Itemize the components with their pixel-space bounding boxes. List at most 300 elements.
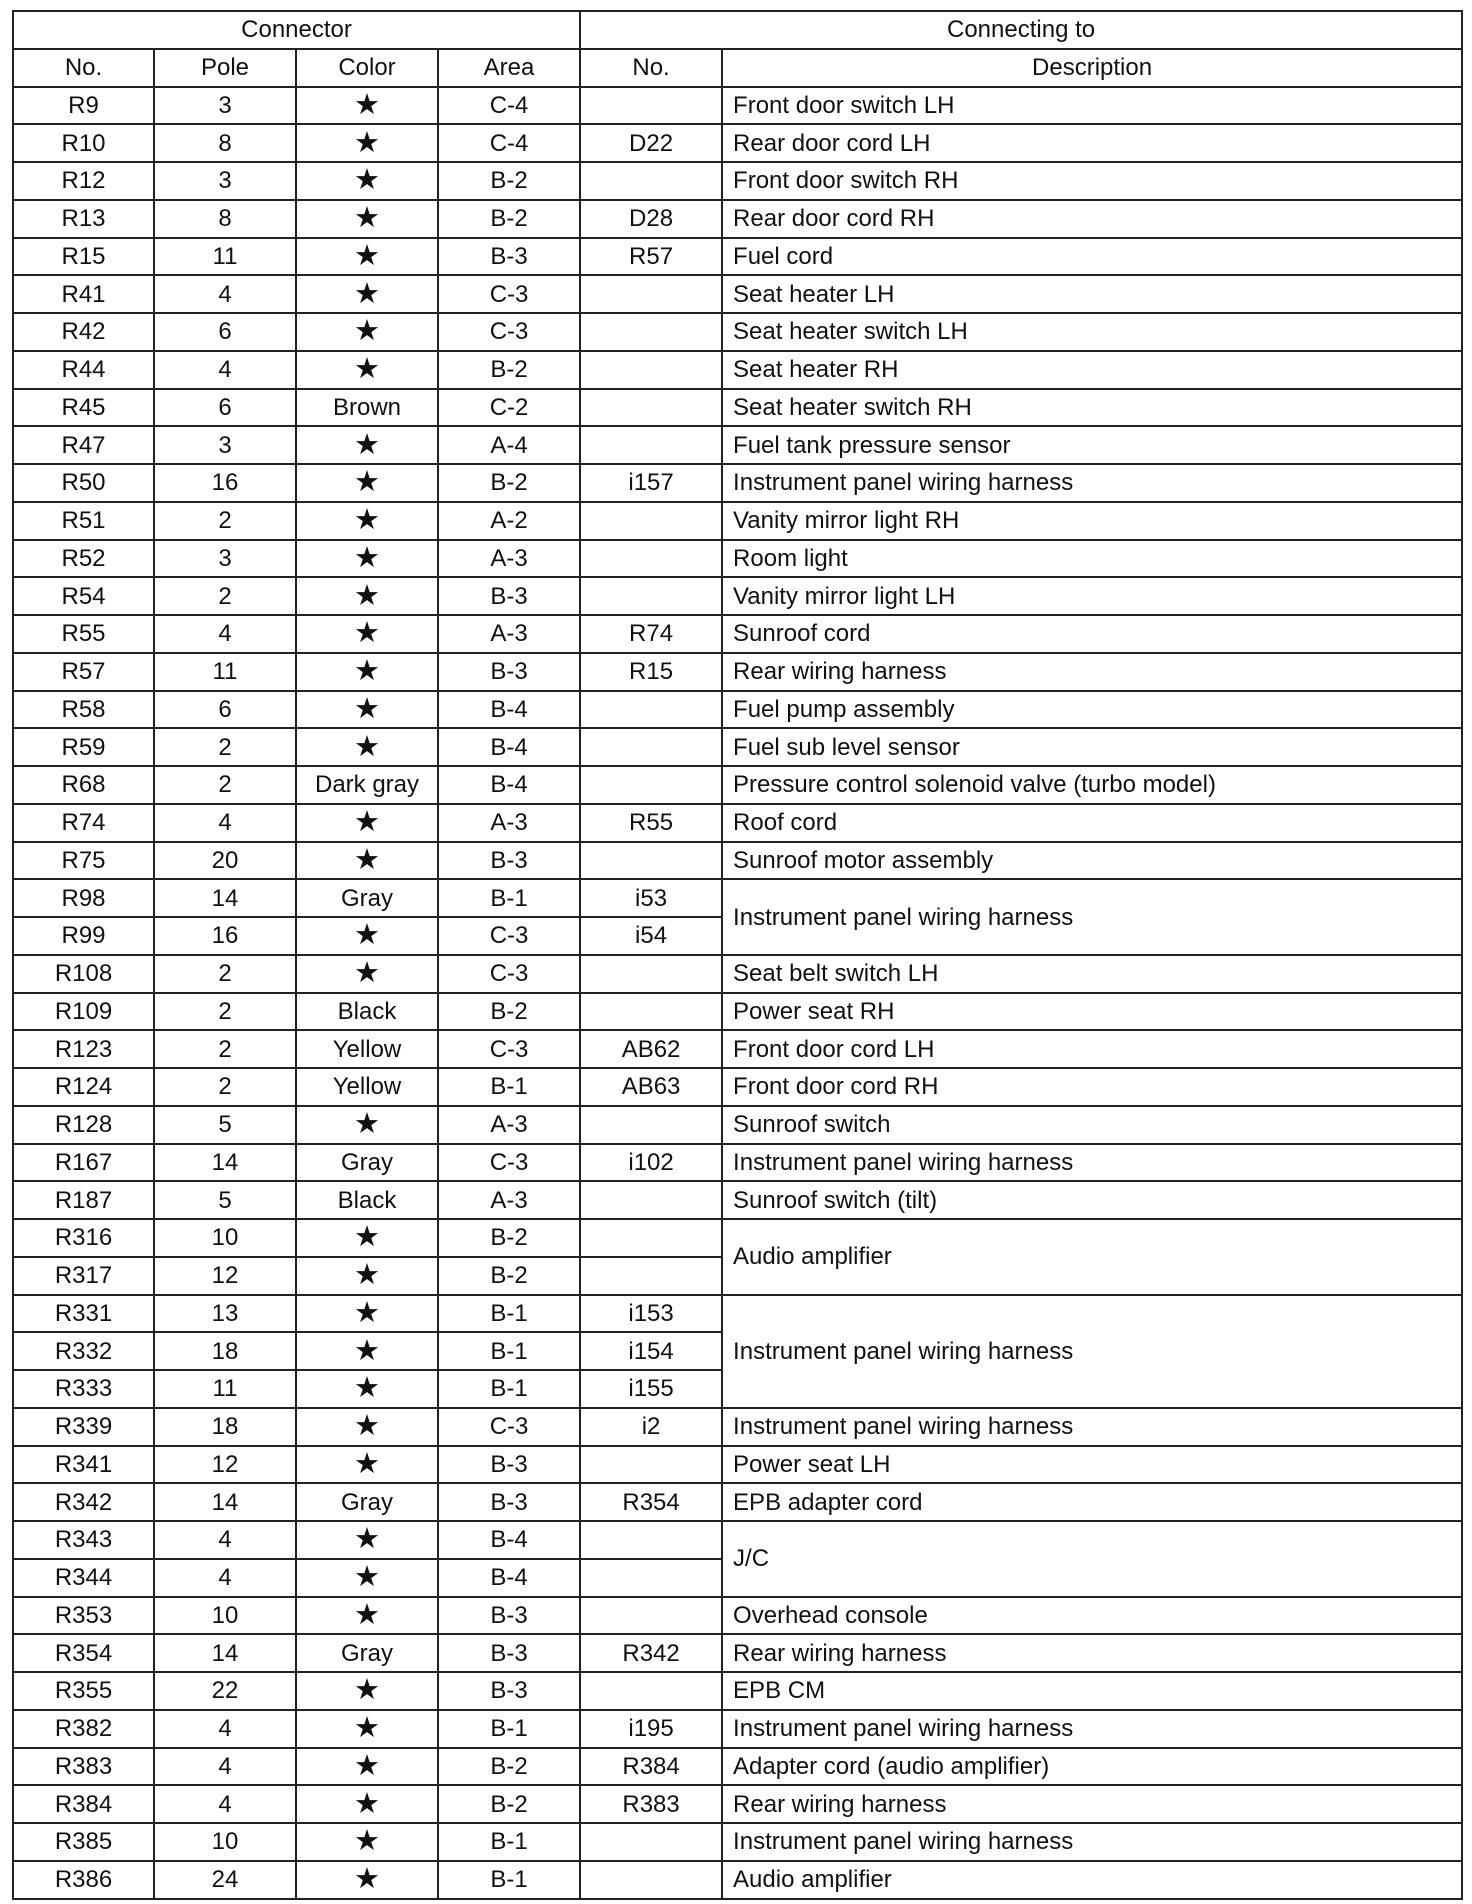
color-cell: ★: [296, 313, 438, 351]
pole-cell: 16: [154, 917, 296, 955]
color-cell: ★: [296, 1861, 438, 1899]
connecting-no-cell: R384: [580, 1748, 722, 1786]
color-cell: ★: [296, 275, 438, 313]
pole-cell: 24: [154, 1861, 296, 1899]
color-cell: ★: [296, 1295, 438, 1333]
area-cell: C-3: [438, 1030, 580, 1068]
description-cell: Instrument panel wiring harness: [722, 1295, 1462, 1408]
table-row: [13, 766, 1462, 804]
area-cell: A-3: [438, 1106, 580, 1144]
table-row: [13, 464, 1462, 502]
table-row: [13, 804, 1462, 842]
description-cell: Instrument panel wiring harness: [722, 1144, 1462, 1182]
area-cell: B-1: [438, 1295, 580, 1333]
color-cell: ★: [296, 955, 438, 993]
color-cell: ★: [296, 502, 438, 540]
color-cell: ★: [296, 1672, 438, 1710]
pole-cell: 10: [154, 1219, 296, 1257]
table-body: [13, 87, 1462, 1899]
color-cell: Yellow: [296, 1068, 438, 1106]
description-cell: Rear door cord RH: [722, 200, 1462, 238]
table-row: [13, 1446, 1462, 1484]
description-cell: Seat heater switch RH: [722, 389, 1462, 427]
table-row: [13, 275, 1462, 313]
color-cell: ★: [296, 691, 438, 729]
color-cell: ★: [296, 1257, 438, 1295]
description-cell: Room light: [722, 540, 1462, 578]
area-cell: B-1: [438, 1861, 580, 1899]
connector-no-cell: R109: [13, 993, 154, 1031]
description-cell: Fuel tank pressure sensor: [722, 426, 1462, 464]
table-row: [13, 879, 1462, 917]
connecting-no-cell: [580, 87, 722, 125]
color-cell: ★: [296, 1332, 438, 1370]
color-cell: ★: [296, 1370, 438, 1408]
description-cell: Instrument panel wiring harness: [722, 464, 1462, 502]
color-cell: Gray: [296, 1634, 438, 1672]
color-cell: Gray: [296, 879, 438, 917]
area-cell: B-2: [438, 351, 580, 389]
connecting-no-cell: R55: [580, 804, 722, 842]
area-cell: C-3: [438, 1144, 580, 1182]
connecting-no-cell: [580, 351, 722, 389]
pole-cell: 4: [154, 351, 296, 389]
pole-cell: 20: [154, 842, 296, 880]
connecting-to-group-header: Connecting to: [580, 11, 1462, 49]
connector-no-cell: R51: [13, 502, 154, 540]
table-row: [13, 1144, 1462, 1182]
col-header-area: Area: [438, 49, 580, 87]
area-cell: B-2: [438, 1785, 580, 1823]
pole-cell: 4: [154, 804, 296, 842]
area-cell: B-3: [438, 842, 580, 880]
connecting-no-cell: [580, 502, 722, 540]
pole-cell: 11: [154, 238, 296, 276]
header-column-row: [13, 49, 1462, 87]
connecting-no-cell: [580, 691, 722, 729]
area-cell: A-3: [438, 540, 580, 578]
color-cell: ★: [296, 804, 438, 842]
connecting-no-cell: [580, 275, 722, 313]
connector-no-cell: R123: [13, 1030, 154, 1068]
description-cell: Sunroof motor assembly: [722, 842, 1462, 880]
connector-no-cell: R68: [13, 766, 154, 804]
area-cell: B-1: [438, 879, 580, 917]
connector-no-cell: R47: [13, 426, 154, 464]
area-cell: A-4: [438, 426, 580, 464]
area-cell: B-4: [438, 766, 580, 804]
color-cell: ★: [296, 238, 438, 276]
color-cell: ★: [296, 1408, 438, 1446]
table-header: [13, 11, 1462, 87]
connecting-no-cell: [580, 993, 722, 1031]
connector-no-cell: R332: [13, 1332, 154, 1370]
description-cell: Sunroof switch: [722, 1106, 1462, 1144]
connector-no-cell: R386: [13, 1861, 154, 1899]
connecting-no-cell: [580, 1181, 722, 1219]
header-group-row: [13, 11, 1462, 49]
connector-no-cell: R187: [13, 1181, 154, 1219]
connecting-no-cell: R15: [580, 653, 722, 691]
area-cell: B-3: [438, 1672, 580, 1710]
pole-cell: 4: [154, 275, 296, 313]
table-row: [13, 728, 1462, 766]
connecting-no-cell: [580, 389, 722, 427]
connecting-no-cell: [580, 1257, 722, 1295]
connector-group-header: Connector: [13, 11, 580, 49]
area-cell: C-4: [438, 87, 580, 125]
table-row: [13, 389, 1462, 427]
pole-cell: 14: [154, 1634, 296, 1672]
connector-no-cell: R354: [13, 1634, 154, 1672]
connector-no-cell: R58: [13, 691, 154, 729]
connecting-no-cell: R342: [580, 1634, 722, 1672]
connector-no-cell: R98: [13, 879, 154, 917]
table-row: [13, 1295, 1462, 1333]
connecting-no-cell: R383: [580, 1785, 722, 1823]
area-cell: C-3: [438, 955, 580, 993]
description-cell: Roof cord: [722, 804, 1462, 842]
color-cell: ★: [296, 1785, 438, 1823]
connecting-no-cell: D28: [580, 200, 722, 238]
table-row: [13, 502, 1462, 540]
table-row: [13, 1748, 1462, 1786]
color-cell: ★: [296, 917, 438, 955]
description-cell: Rear wiring harness: [722, 653, 1462, 691]
color-cell: ★: [296, 577, 438, 615]
description-cell: Sunroof switch (tilt): [722, 1181, 1462, 1219]
description-cell: Pressure control solenoid valve (turbo model): [722, 766, 1462, 804]
area-cell: C-3: [438, 1408, 580, 1446]
pole-cell: 2: [154, 955, 296, 993]
connector-no-cell: R74: [13, 804, 154, 842]
connecting-no-cell: i102: [580, 1144, 722, 1182]
connector-no-cell: R167: [13, 1144, 154, 1182]
connector-no-cell: R384: [13, 1785, 154, 1823]
connector-no-cell: R344: [13, 1559, 154, 1597]
area-cell: C-3: [438, 275, 580, 313]
table-row: [13, 426, 1462, 464]
area-cell: B-2: [438, 1748, 580, 1786]
area-cell: C-4: [438, 124, 580, 162]
pole-cell: 3: [154, 162, 296, 200]
pole-cell: 3: [154, 87, 296, 125]
area-cell: B-3: [438, 1597, 580, 1635]
connector-no-cell: R42: [13, 313, 154, 351]
table-row: [13, 238, 1462, 276]
connector-no-cell: R342: [13, 1483, 154, 1521]
table-row: [13, 1785, 1462, 1823]
pole-cell: 22: [154, 1672, 296, 1710]
description-cell: Overhead console: [722, 1597, 1462, 1635]
table-row: [13, 1597, 1462, 1635]
connecting-no-cell: [580, 1106, 722, 1144]
connector-no-cell: R339: [13, 1408, 154, 1446]
color-cell: ★: [296, 1521, 438, 1559]
table-row: [13, 313, 1462, 351]
area-cell: B-2: [438, 1257, 580, 1295]
connector-no-cell: R316: [13, 1219, 154, 1257]
description-cell: Rear wiring harness: [722, 1785, 1462, 1823]
connector-no-cell: R99: [13, 917, 154, 955]
table-row: [13, 200, 1462, 238]
color-cell: Gray: [296, 1483, 438, 1521]
table-row: [13, 842, 1462, 880]
connecting-no-cell: [580, 955, 722, 993]
pole-cell: 3: [154, 540, 296, 578]
description-cell: Sunroof cord: [722, 615, 1462, 653]
area-cell: A-3: [438, 804, 580, 842]
pole-cell: 4: [154, 1785, 296, 1823]
connector-no-cell: R15: [13, 238, 154, 276]
connecting-no-cell: i2: [580, 1408, 722, 1446]
description-cell: Instrument panel wiring harness: [722, 879, 1462, 955]
connecting-no-cell: i54: [580, 917, 722, 955]
description-cell: Adapter cord (audio amplifier): [722, 1748, 1462, 1786]
area-cell: B-2: [438, 162, 580, 200]
table-row: [13, 1521, 1462, 1559]
description-cell: Instrument panel wiring harness: [722, 1408, 1462, 1446]
connecting-no-cell: i157: [580, 464, 722, 502]
connecting-no-cell: [580, 1861, 722, 1899]
area-cell: B-2: [438, 200, 580, 238]
color-cell: ★: [296, 1446, 438, 1484]
col-header-no: No.: [13, 49, 154, 87]
area-cell: B-3: [438, 653, 580, 691]
connecting-no-cell: [580, 1823, 722, 1861]
connector-table: [12, 10, 1463, 1900]
description-cell: Seat heater switch LH: [722, 313, 1462, 351]
color-cell: ★: [296, 540, 438, 578]
description-cell: Audio amplifier: [722, 1861, 1462, 1899]
connector-no-cell: R9: [13, 87, 154, 125]
color-cell: ★: [296, 87, 438, 125]
color-cell: ★: [296, 615, 438, 653]
color-cell: ★: [296, 1219, 438, 1257]
connecting-no-cell: [580, 1446, 722, 1484]
col-header-connecting-no: No.: [580, 49, 722, 87]
area-cell: B-3: [438, 577, 580, 615]
pole-cell: 4: [154, 615, 296, 653]
connecting-no-cell: [580, 540, 722, 578]
description-cell: Rear wiring harness: [722, 1634, 1462, 1672]
connecting-no-cell: R74: [580, 615, 722, 653]
pole-cell: 14: [154, 879, 296, 917]
color-cell: Gray: [296, 1144, 438, 1182]
table-row: [13, 653, 1462, 691]
table-row: [13, 1672, 1462, 1710]
connector-no-cell: R353: [13, 1597, 154, 1635]
area-cell: B-1: [438, 1370, 580, 1408]
area-cell: B-1: [438, 1068, 580, 1106]
connecting-no-cell: D22: [580, 124, 722, 162]
pole-cell: 10: [154, 1823, 296, 1861]
description-cell: Instrument panel wiring harness: [722, 1823, 1462, 1861]
pole-cell: 11: [154, 1370, 296, 1408]
area-cell: B-1: [438, 1823, 580, 1861]
connecting-no-cell: [580, 766, 722, 804]
pole-cell: 11: [154, 653, 296, 691]
table-row: [13, 1861, 1462, 1899]
pole-cell: 6: [154, 313, 296, 351]
connector-no-cell: R128: [13, 1106, 154, 1144]
table-row: [13, 993, 1462, 1031]
area-cell: C-3: [438, 313, 580, 351]
area-cell: B-4: [438, 728, 580, 766]
table-row: [13, 577, 1462, 615]
connecting-no-cell: [580, 313, 722, 351]
connector-no-cell: R44: [13, 351, 154, 389]
table-row: [13, 162, 1462, 200]
table-row: [13, 1030, 1462, 1068]
color-cell: Black: [296, 1181, 438, 1219]
connector-no-cell: R385: [13, 1823, 154, 1861]
area-cell: B-3: [438, 238, 580, 276]
pole-cell: 4: [154, 1521, 296, 1559]
table-row: [13, 351, 1462, 389]
table-row: [13, 1106, 1462, 1144]
pole-cell: 13: [154, 1295, 296, 1333]
description-cell: Fuel cord: [722, 238, 1462, 276]
color-cell: ★: [296, 200, 438, 238]
description-cell: Fuel pump assembly: [722, 691, 1462, 729]
description-cell: Front door cord LH: [722, 1030, 1462, 1068]
pole-cell: 3: [154, 426, 296, 464]
connecting-no-cell: R354: [580, 1483, 722, 1521]
pole-cell: 14: [154, 1483, 296, 1521]
pole-cell: 2: [154, 1068, 296, 1106]
area-cell: B-3: [438, 1634, 580, 1672]
pole-cell: 10: [154, 1597, 296, 1635]
area-cell: A-2: [438, 502, 580, 540]
connecting-no-cell: i153: [580, 1295, 722, 1333]
connecting-no-cell: [580, 1521, 722, 1559]
area-cell: B-3: [438, 1446, 580, 1484]
area-cell: B-2: [438, 1219, 580, 1257]
connector-no-cell: R124: [13, 1068, 154, 1106]
connecting-no-cell: i195: [580, 1710, 722, 1748]
area-cell: B-2: [438, 993, 580, 1031]
description-cell: Front door cord RH: [722, 1068, 1462, 1106]
pole-cell: 6: [154, 691, 296, 729]
color-cell: ★: [296, 426, 438, 464]
pole-cell: 4: [154, 1559, 296, 1597]
connector-no-cell: R13: [13, 200, 154, 238]
table-row: [13, 1408, 1462, 1446]
color-cell: ★: [296, 464, 438, 502]
area-cell: B-4: [438, 1559, 580, 1597]
connector-no-cell: R382: [13, 1710, 154, 1748]
color-cell: ★: [296, 728, 438, 766]
connecting-no-cell: [580, 1559, 722, 1597]
connector-no-cell: R52: [13, 540, 154, 578]
table-row: [13, 615, 1462, 653]
color-cell: ★: [296, 1710, 438, 1748]
table-row: [13, 540, 1462, 578]
connecting-no-cell: [580, 577, 722, 615]
area-cell: B-4: [438, 691, 580, 729]
connecting-no-cell: i155: [580, 1370, 722, 1408]
description-cell: Front door switch LH: [722, 87, 1462, 125]
connector-no-cell: R343: [13, 1521, 154, 1559]
connector-no-cell: R355: [13, 1672, 154, 1710]
connector-no-cell: R50: [13, 464, 154, 502]
description-cell: Rear door cord LH: [722, 124, 1462, 162]
pole-cell: 18: [154, 1332, 296, 1370]
description-cell: Power seat RH: [722, 993, 1462, 1031]
pole-cell: 8: [154, 200, 296, 238]
connector-no-cell: R54: [13, 577, 154, 615]
description-cell: Front door switch RH: [722, 162, 1462, 200]
pole-cell: 4: [154, 1748, 296, 1786]
area-cell: C-3: [438, 917, 580, 955]
col-header-pole: Pole: [154, 49, 296, 87]
pole-cell: 12: [154, 1257, 296, 1295]
connector-no-cell: R12: [13, 162, 154, 200]
connector-no-cell: R41: [13, 275, 154, 313]
connecting-no-cell: R57: [580, 238, 722, 276]
area-cell: A-3: [438, 615, 580, 653]
connecting-no-cell: i53: [580, 879, 722, 917]
description-cell: Vanity mirror light RH: [722, 502, 1462, 540]
description-cell: Seat heater RH: [722, 351, 1462, 389]
table-row: [13, 124, 1462, 162]
color-cell: ★: [296, 1823, 438, 1861]
pole-cell: 6: [154, 389, 296, 427]
connecting-no-cell: [580, 728, 722, 766]
area-cell: A-3: [438, 1181, 580, 1219]
connecting-no-cell: i154: [580, 1332, 722, 1370]
connector-no-cell: R331: [13, 1295, 154, 1333]
connector-no-cell: R55: [13, 615, 154, 653]
description-cell: Instrument panel wiring harness: [722, 1710, 1462, 1748]
table-row: [13, 87, 1462, 125]
col-header-color: Color: [296, 49, 438, 87]
table-row: [13, 955, 1462, 993]
connecting-no-cell: AB63: [580, 1068, 722, 1106]
table-row: [13, 1181, 1462, 1219]
color-cell: ★: [296, 1597, 438, 1635]
connector-no-cell: R75: [13, 842, 154, 880]
pole-cell: 12: [154, 1446, 296, 1484]
color-cell: Black: [296, 993, 438, 1031]
color-cell: ★: [296, 842, 438, 880]
pole-cell: 2: [154, 502, 296, 540]
table-row: [13, 1219, 1462, 1257]
connecting-no-cell: [580, 842, 722, 880]
pole-cell: 18: [154, 1408, 296, 1446]
color-cell: ★: [296, 1748, 438, 1786]
pole-cell: 8: [154, 124, 296, 162]
color-cell: Brown: [296, 389, 438, 427]
color-cell: Dark gray: [296, 766, 438, 804]
color-cell: ★: [296, 162, 438, 200]
connecting-no-cell: [580, 426, 722, 464]
pole-cell: 5: [154, 1181, 296, 1219]
col-header-description: Description: [722, 49, 1462, 87]
color-cell: ★: [296, 1559, 438, 1597]
table-row: [13, 1710, 1462, 1748]
pole-cell: 16: [154, 464, 296, 502]
connector-no-cell: R333: [13, 1370, 154, 1408]
table-row: [13, 1068, 1462, 1106]
description-cell: Seat belt switch LH: [722, 955, 1462, 993]
color-cell: ★: [296, 351, 438, 389]
pole-cell: 5: [154, 1106, 296, 1144]
description-cell: EPB CM: [722, 1672, 1462, 1710]
table-row: [13, 1634, 1462, 1672]
table-row: [13, 1483, 1462, 1521]
